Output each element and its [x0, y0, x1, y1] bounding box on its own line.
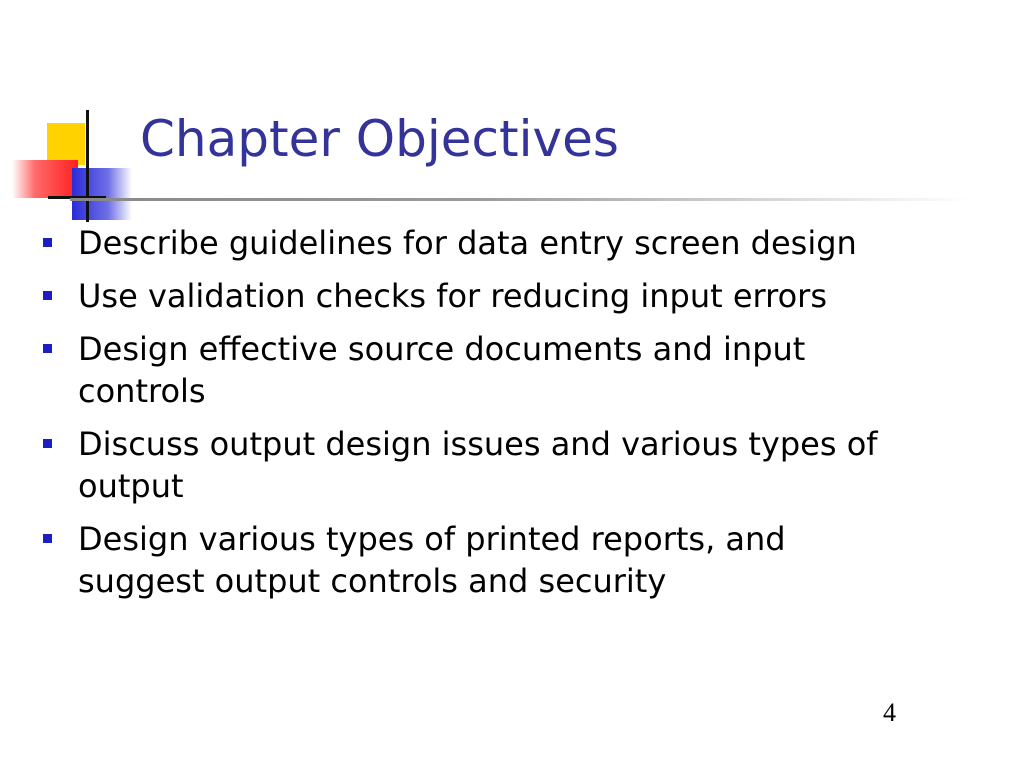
- square-bullet-icon: [43, 534, 52, 543]
- list-item-text: Discuss output design issues and various types of output: [78, 425, 878, 505]
- list-item: [40, 518, 920, 602]
- list-item-text: Design various types of printed reports, and suggest output controls and security: [78, 520, 786, 600]
- list-item-text: Use validation checks for reducing input errors: [78, 277, 827, 315]
- title-underline: [70, 198, 970, 201]
- list-item: [40, 222, 920, 264]
- square-bullet-icon: [43, 238, 52, 247]
- slide-title: Chapter Objectives: [140, 110, 619, 168]
- list-item-text: Describe guidelines for data entry screen design: [78, 224, 857, 262]
- list-item: [40, 275, 920, 317]
- list-item: [40, 328, 920, 412]
- logo-yellow-square: [47, 123, 85, 165]
- list-item: [40, 423, 920, 507]
- square-bullet-icon: [43, 439, 52, 448]
- logo-vertical-line: [86, 110, 89, 222]
- page-number: 4: [883, 698, 896, 727]
- logo-red-square: [12, 160, 78, 198]
- slide-logo-decoration: [0, 100, 150, 230]
- square-bullet-icon: [43, 344, 52, 353]
- list-item-text: Design effective source documents and input controls: [78, 330, 806, 410]
- logo-blue-square: [72, 168, 132, 220]
- objectives-list: [40, 222, 920, 613]
- square-bullet-icon: [43, 291, 52, 300]
